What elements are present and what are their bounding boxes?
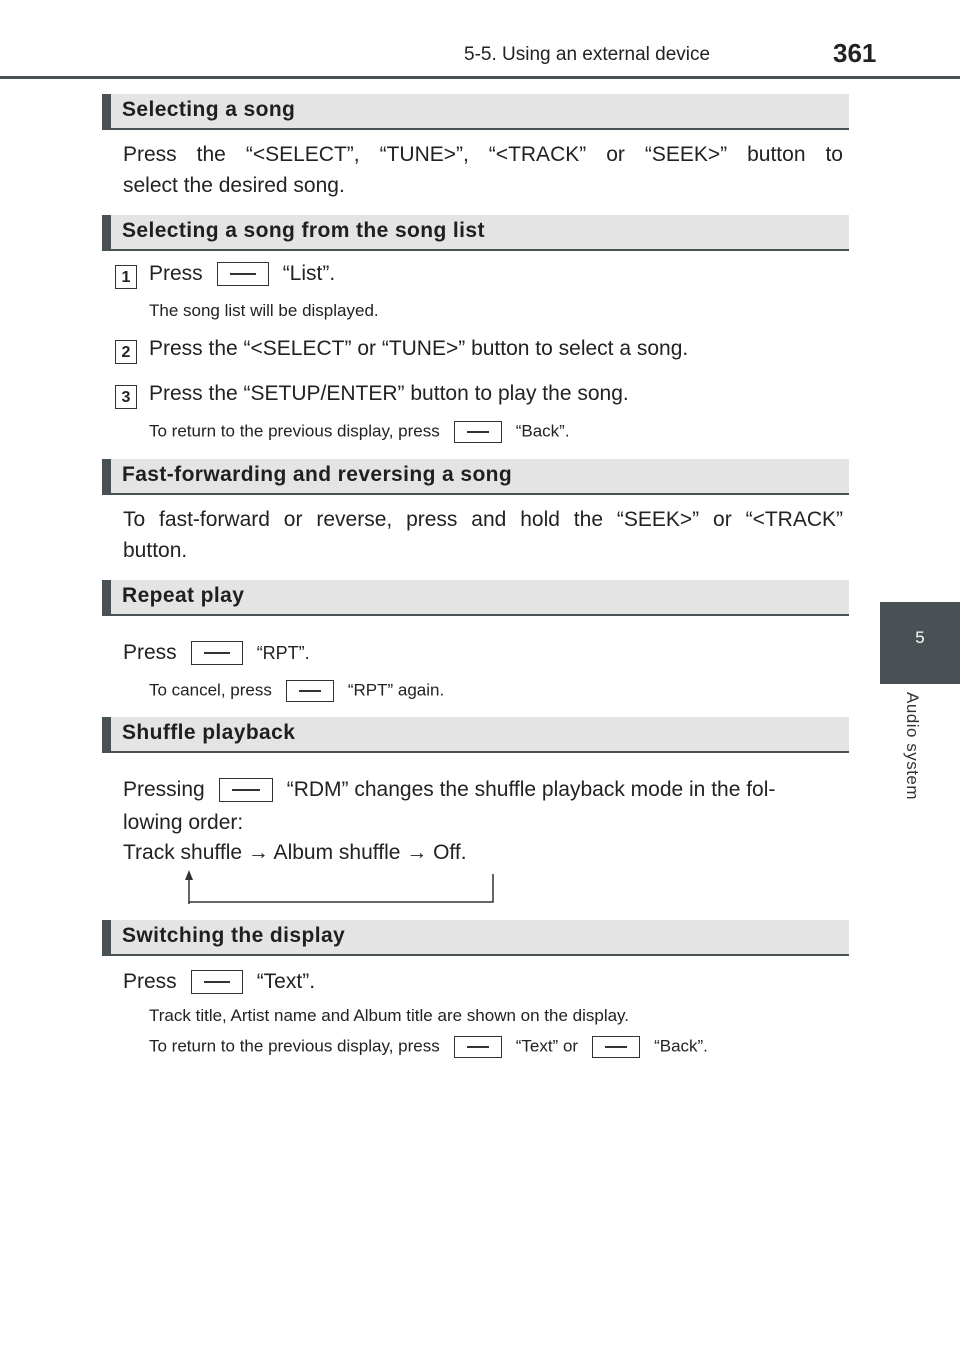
step-number-2: 2 <box>115 340 137 364</box>
step-1-post: “List”. <box>282 262 336 285</box>
repeat-note-post: “RPT” again. <box>347 680 445 700</box>
back-softkey-button-2 <box>592 1036 640 1058</box>
shuffle-post: “RDM” changes the shuffle playback mode in the fol- <box>286 778 776 801</box>
section-heading-selecting-song <box>102 94 849 130</box>
step-number-1: 1 <box>115 265 137 289</box>
rpt-softkey-button <box>191 641 243 665</box>
text-softkey-button-2 <box>454 1036 502 1058</box>
repeat-note-pre: To cancel, press <box>149 680 272 700</box>
section-heading-display <box>102 920 849 956</box>
step-1-pre: Press <box>149 262 203 285</box>
section-title: Selecting a song from the song list <box>122 219 485 242</box>
list-softkey-button <box>217 262 269 286</box>
display-note-mid: “Text” or <box>515 1036 579 1056</box>
shuffle-body <box>123 774 848 805</box>
section-heading-fast-forward <box>102 459 849 495</box>
selecting-song-body-2: select the desired song. <box>123 174 345 197</box>
step-1-note: The song list will be displayed. <box>149 301 379 320</box>
step-3-note-pre: To return to the previous display, press <box>149 421 440 441</box>
section-heading-song-list <box>102 215 849 251</box>
step-number-3: 3 <box>115 385 137 409</box>
repeat-note <box>149 680 444 702</box>
display-note-post: “Back”. <box>654 1036 708 1056</box>
chapter-tab <box>880 602 960 684</box>
repeat-body <box>123 637 310 669</box>
header-rule <box>0 76 960 79</box>
section-heading-repeat <box>102 580 849 616</box>
fast-forward-body: To fast-forward or reverse, press and hold the “SEEK>” or “<TRACK” <box>123 508 843 531</box>
step-3-text: Press the “SETUP/ENTER” button to play the song. <box>149 382 629 405</box>
shuffle-order: Track shuffle → Album shuffle → Off. <box>123 841 467 864</box>
repeat-post: “RPT”. <box>256 643 310 663</box>
section-title: Selecting a song <box>122 98 296 121</box>
display-note-pre: To return to the previous display, press <box>149 1036 440 1056</box>
back-softkey-button <box>454 421 502 443</box>
repeat-pre: Press <box>123 641 177 664</box>
display-note-2 <box>149 1036 708 1058</box>
display-pre: Press <box>123 970 177 993</box>
selecting-song-body: Press the “<SELECT”, “TUNE>”, “<TRACK” or “SEEK>” button to <box>123 143 843 166</box>
step-1-text <box>149 262 335 286</box>
chapter-label: Audio system <box>903 692 922 801</box>
section-title: Repeat play <box>122 584 245 607</box>
step-2-text: Press the “<SELECT” or “TUNE>” button to select a song. <box>149 337 689 360</box>
text-softkey-button <box>191 970 243 994</box>
shuffle-body-2: lowing order: <box>123 811 244 834</box>
loop-arrow-diagram <box>180 868 500 908</box>
shuffle-pre: Pressing <box>123 778 205 801</box>
rdm-softkey-button <box>219 778 273 802</box>
section-title: Shuffle playback <box>122 721 296 744</box>
section-title: Fast-forwarding and reversing a song <box>122 463 513 486</box>
step-3-note-post: “Back”. <box>515 421 570 441</box>
section-title: Switching the display <box>122 924 346 947</box>
display-post: “Text”. <box>256 970 316 993</box>
header-section-title: 5-5. Using an external device <box>464 44 711 65</box>
chapter-number: 5 <box>915 628 925 647</box>
section-heading-shuffle <box>102 717 849 753</box>
step-3-note <box>149 421 570 443</box>
display-note-1: Track title, Artist name and Album title are shown on the display. <box>149 1006 630 1025</box>
fast-forward-body-2: button. <box>123 539 188 562</box>
display-body <box>123 966 315 997</box>
rpt-cancel-softkey-button <box>286 680 334 702</box>
page-number: 361 <box>833 38 877 68</box>
